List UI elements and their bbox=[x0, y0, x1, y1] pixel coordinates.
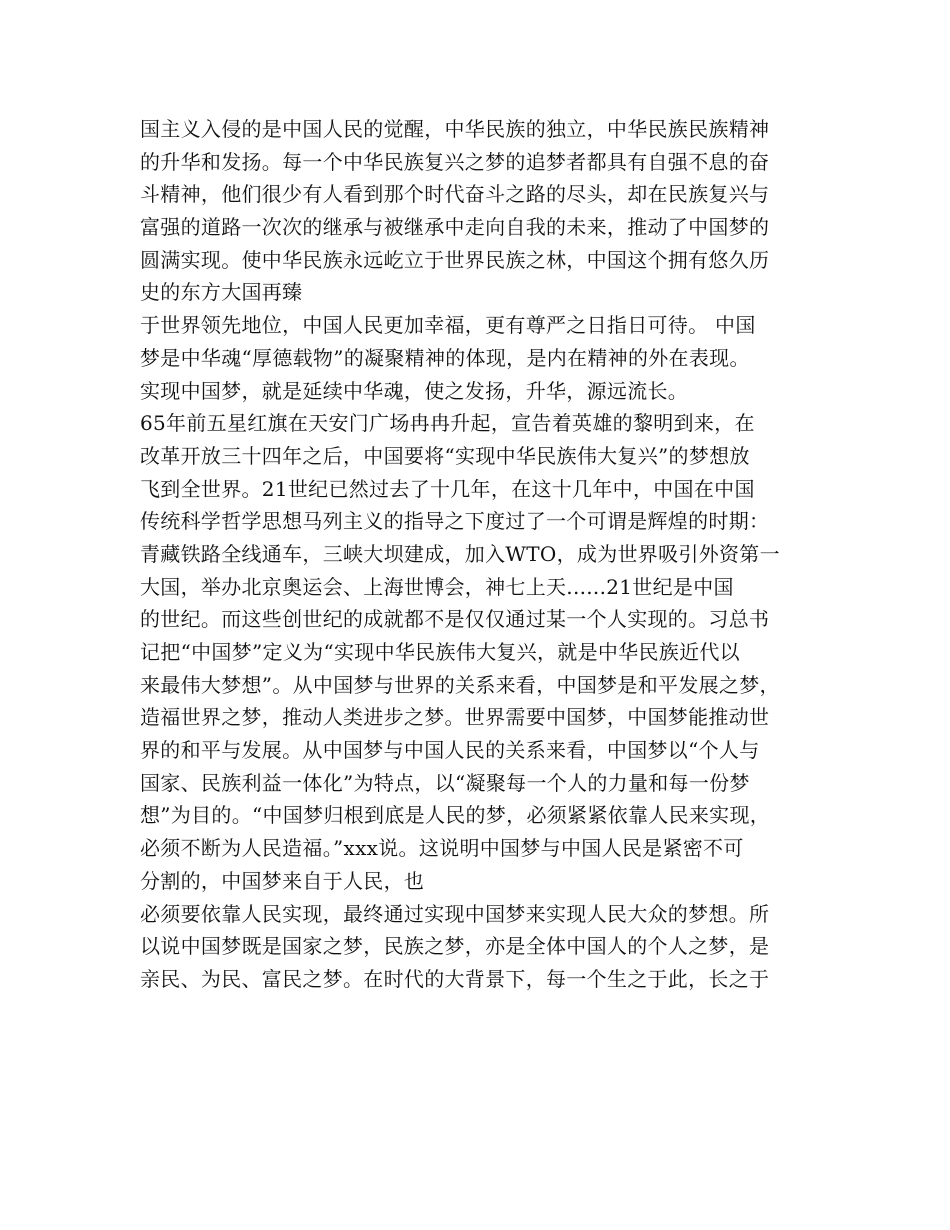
text-line: 来最伟大梦想”。从中国梦与世界的关系来看，中国梦是和平发展之梦， bbox=[140, 672, 780, 697]
body-text bbox=[140, 113, 830, 996]
text-line: 青藏铁路全线通车，三峡大坝建成，加入WTO，成为世界吸引外资第一 bbox=[140, 541, 780, 566]
text-line: 65年前五星红旗在天安门广场冉冉升起，宣告着英雄的黎明到来，在 bbox=[140, 411, 755, 436]
text-line: 必须要依靠人民实现，最终通过实现中国梦来实现人民大众的梦想。所 bbox=[140, 901, 770, 926]
text-line: 于世界领先地位，中国人民更加幸福，更有尊严之日指日可待。 中国 bbox=[140, 313, 756, 338]
text-line: 富强的道路一次次的继承与被继承中走向自我的未来，推动了中国梦的 bbox=[140, 215, 770, 240]
text-line: 国家、民族利益一体化”为特点，以“凝聚每一个人的力量和每一份梦 bbox=[140, 770, 750, 795]
text-line: 的升华和发扬。每一个中华民族复兴之梦的追梦者都具有自强不息的奋 bbox=[140, 149, 770, 174]
text-line: 传统科学哲学思想马列主义的指导之下度过了一个可谓是辉煌的时期： bbox=[140, 509, 770, 534]
text-line: 飞到全世界。21世纪已然过去了十几年，在这十几年中，中国在中国 bbox=[140, 476, 755, 501]
text-line: 国主义入侵的是中国人民的觉醒，中华民族的独立，中华民族民族精神 bbox=[140, 117, 770, 141]
text-line: 以说中国梦既是国家之梦，民族之梦，亦是全体中国人的个人之梦，是 bbox=[140, 934, 770, 959]
text-line: 记把“中国梦”定义为“实现中华民族伟大复兴，就是中华民族近代以 bbox=[140, 640, 740, 664]
text-line: 斗精神，他们很少有人看到那个时代奋斗之路的尽头，却在民族复兴与 bbox=[140, 182, 770, 207]
text-line: 圆满实现。使中华民族永远屹立于世界民族之林，中国这个拥有悠久历 bbox=[140, 247, 770, 272]
text-line: 造福世界之梦，推动人类进步之梦。世界需要中国梦，中国梦能推动世 bbox=[140, 705, 770, 730]
text-line: 界的和平与发展。从中国梦与中国人民的关系来看，中国梦以“个人与 bbox=[140, 738, 760, 763]
text-line: 大国，举办北京奥运会、上海世博会，神七上天......21世纪是中国 bbox=[140, 574, 734, 599]
text-line: 亲民、为民、富民之梦。在时代的大背景下，每一个生之于此，长之于 bbox=[140, 966, 770, 991]
text-line: 分割的，中国梦来自于人民，也 bbox=[140, 868, 425, 893]
text-line: 想”为目的。“中国梦归根到底是人民的梦，必须紧紧依靠人民来实现， bbox=[140, 803, 771, 828]
text-line: 必须不断为人民造福。”xxx说。这说明中国梦与中国人民是紧密不可 bbox=[140, 836, 744, 861]
text-line: 改革开放三十四年之后，中国要将“实现中华民族伟大复兴”的梦想放 bbox=[140, 443, 750, 468]
text-line: 实现中国梦，就是延续中华魂，使之发扬，升华，源远流长。 bbox=[140, 378, 689, 403]
text-line: 梦是中华魂“厚德载物”的凝聚精神的体现，是内在精神的外在表现。 bbox=[140, 345, 750, 370]
text-line: 的世纪。而这些创世纪的成就都不是仅仅通过某一个人实现的。习总书 bbox=[140, 607, 770, 632]
text-line: 史的东方大国再臻 bbox=[140, 280, 303, 305]
